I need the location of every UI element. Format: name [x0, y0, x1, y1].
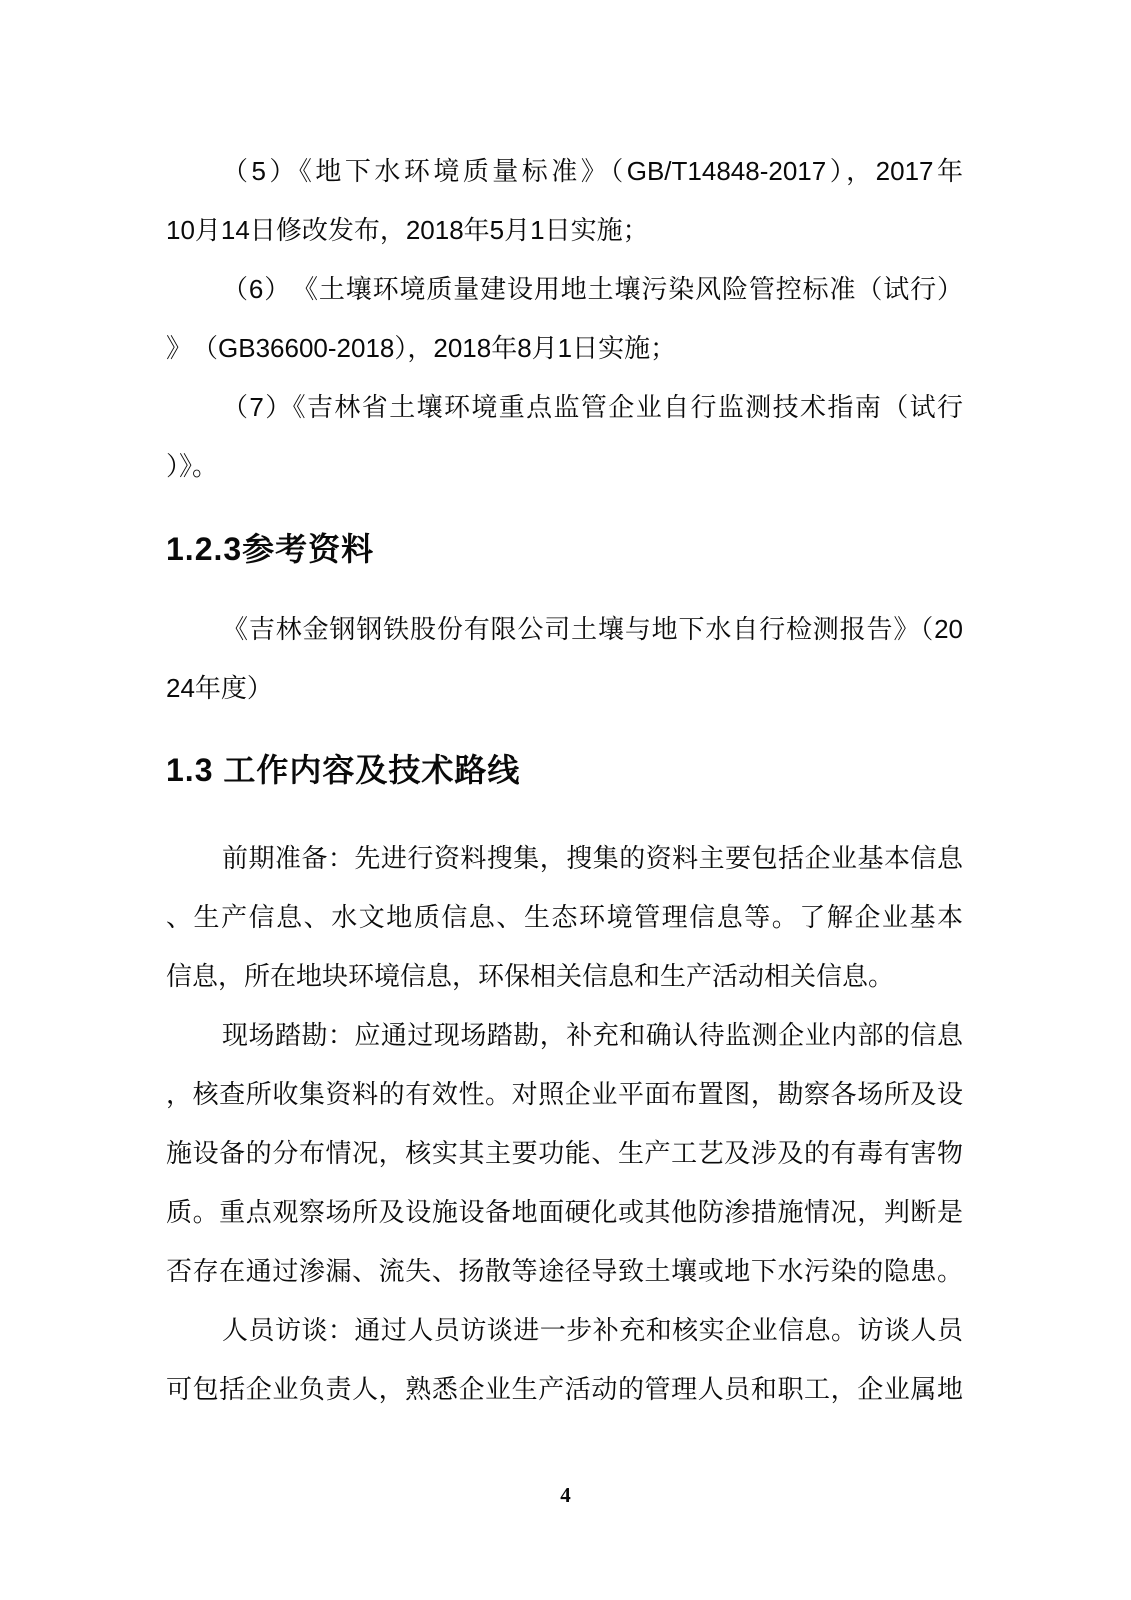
- paragraph-survey: [166, 1006, 963, 1301]
- paragraph-interview-line1: 人员访谈：通过人员访谈进一步补充和核实企业信息。访谈人员: [222, 1315, 963, 1345]
- paragraph-item5-line1: （5）《地下水环境质量标准》（GB/T14848-2017），2017年: [222, 156, 963, 186]
- paragraph-preparation-line3: 信息，所在地块环境信息，环保相关信息和生产活动相关信息。: [166, 961, 895, 991]
- paragraph-item6-line2: 》 （GB36600-2018），2018年8月1日实施；: [166, 333, 677, 363]
- paragraph-survey-line3: 施设备的分布情况，核实其主要功能、生产工艺及涉及的有毒有害物: [166, 1138, 963, 1168]
- paragraph-preparation: [166, 829, 963, 1006]
- page-content: [166, 142, 963, 1419]
- spacer: [166, 569, 963, 600]
- paragraph-item7: [166, 378, 963, 496]
- paragraph-interview: [166, 1301, 963, 1419]
- paragraph-preparation-line1: 前期准备：先进行资料搜集，搜集的资料主要包括企业基本信息: [222, 843, 963, 873]
- section-heading-1-3: 1.3 工作内容及技术路线: [166, 752, 521, 788]
- page-number: 4: [560, 1483, 571, 1507]
- spacer: [166, 790, 963, 829]
- paragraph-item5: [166, 142, 963, 260]
- section-heading-1-2-3: 1.2.3参考资料: [166, 531, 375, 567]
- paragraph-reference-line2: 24年度）: [166, 673, 273, 703]
- paragraph-item6-line1: （6） 《土壤环境质量建设用地土壤污染风险管控标准（试行）: [222, 274, 963, 304]
- paragraph-survey-line4: 质。重点观察场所及设施设备地面硬化或其他防渗措施情况，判断是: [166, 1197, 963, 1227]
- paragraph-item7-line1: （7）《吉林省土壤环境重点监管企业自行监测技术指南（试行: [222, 392, 963, 422]
- paragraph-survey-line1: 现场踏勘：应通过现场踏勘，补充和确认待监测企业内部的信息: [222, 1020, 963, 1050]
- paragraph-preparation-line2: 、生产信息、水文地质信息、生态环境管理信息等。了解企业基本: [166, 902, 963, 932]
- paragraph-reference: [166, 600, 963, 718]
- paragraph-interview-line2: 可包括企业负责人，熟悉企业生产活动的管理人员和职工，企业属地: [166, 1374, 963, 1404]
- paragraph-survey-line2: ，核查所收集资料的有效性。对照企业平面布置图，勘察各场所及设: [166, 1079, 963, 1109]
- paragraph-item5-line2: 10月14日修改发布，2018年5月1日实施；: [166, 215, 649, 245]
- paragraph-survey-line5: 否存在通过渗漏、流失、扬散等途径导致土壤或地下水污染的隐患。: [166, 1256, 963, 1286]
- paragraph-reference-line1: 《吉林金钢钢铁股份有限公司土壤与地下水自行检测报告》（20: [222, 614, 963, 644]
- paragraph-item6: [166, 260, 963, 378]
- paragraph-item7-line2: ）》。: [166, 451, 219, 481]
